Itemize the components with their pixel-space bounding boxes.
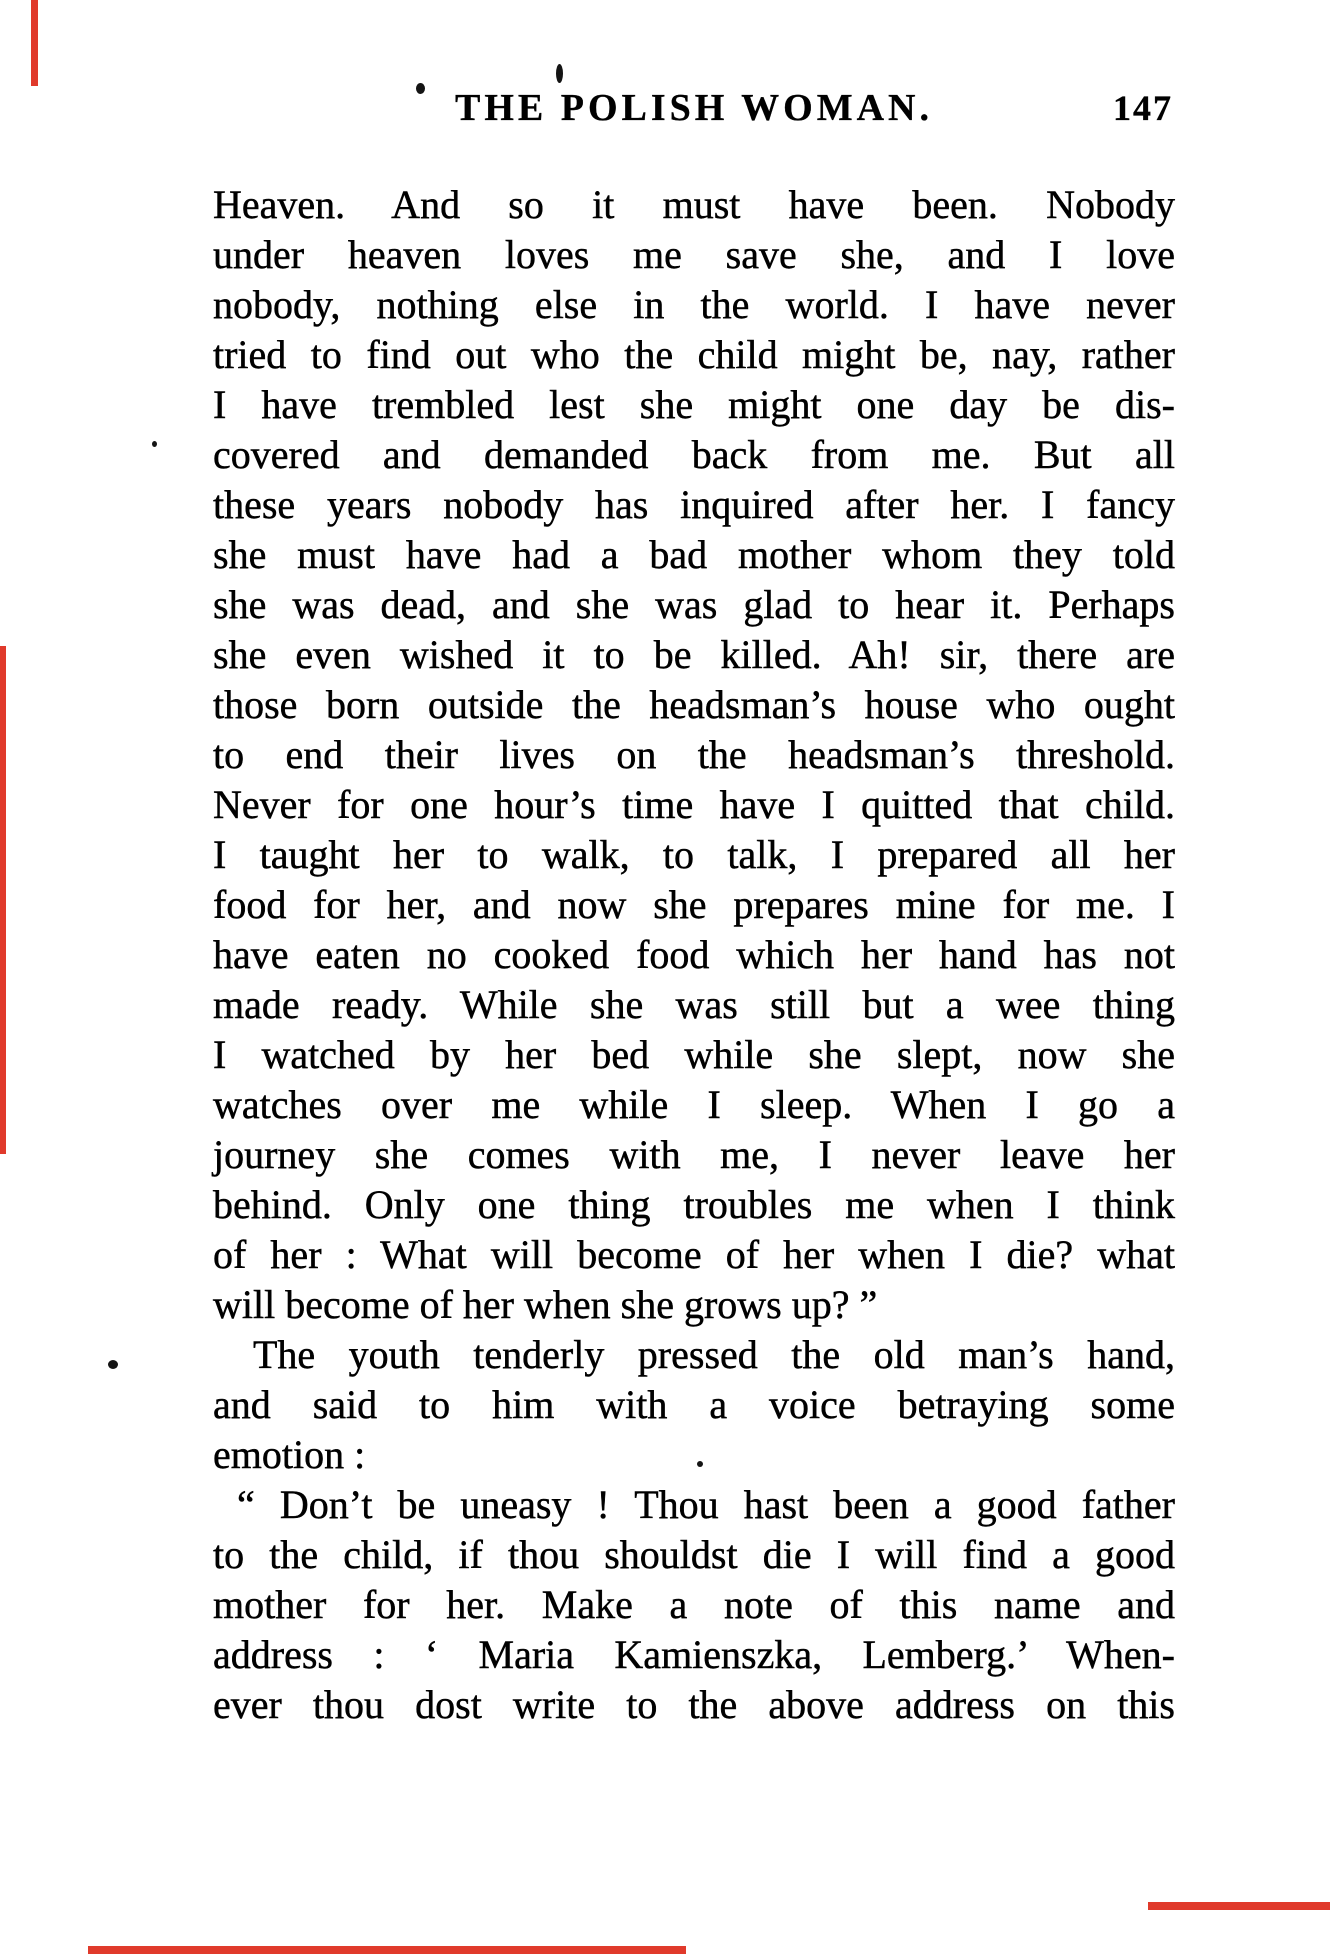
red-scan-mark: [31, 0, 38, 86]
text-line: nobody, nothing else in the world. I have never: [213, 282, 1175, 327]
text-line: of her : What will become of her when I die? what: [213, 1232, 1175, 1277]
text-line: journey she comes with me, I never leave her: [213, 1132, 1175, 1177]
text-line: have eaten no cooked food which her hand has not: [213, 932, 1175, 977]
text-line: mother for her. Make a note of this name and: [213, 1582, 1175, 1627]
text-line: behind. Only one thing troubles me when I think: [213, 1182, 1175, 1227]
text-line: watches over me while I sleep. When I go a: [213, 1082, 1175, 1127]
text-line: will become of her when she grows up? ”: [213, 1282, 878, 1327]
text-block: [213, 180, 1175, 1730]
text-line: tried to find out who the child might be, nay, rather: [213, 332, 1175, 377]
text-line: address : ‘ Maria Kamienszka, Lemberg.’ When-: [213, 1632, 1175, 1677]
text-line: and said to him with a voice betraying some: [213, 1382, 1175, 1427]
running-header-title: THE POLISH WOMAN.: [455, 87, 933, 129]
text-line: she even wished it to be killed. Ah! sir, there are: [213, 632, 1175, 677]
text-line: she must have had a bad mother whom they told: [213, 532, 1175, 577]
text-line: made ready. While she was still but a wee thing: [213, 982, 1175, 1027]
text-line: covered and demanded back from me. But all: [213, 432, 1175, 477]
text-line: these years nobody has inquired after her. I fancy: [213, 482, 1175, 527]
text-line: emotion :: [213, 1432, 366, 1477]
text-line: I watched by her bed while she slept, now she: [213, 1032, 1175, 1077]
ink-speck: [697, 1461, 703, 1467]
text-line: under heaven loves me save she, and I love: [213, 232, 1175, 277]
text-line: ever thou dost write to the above address on this: [213, 1682, 1175, 1727]
text-line: those born outside the headsman’s house who ought: [213, 682, 1175, 727]
text-line: to the child, if thou shouldst die I will find a good: [213, 1532, 1175, 1577]
ink-speck: [556, 64, 563, 83]
text-line: food for her, and now she prepares mine for me. I: [213, 882, 1175, 927]
text-line: “ Don’t be uneasy ! Thou hast been a good father: [237, 1482, 1175, 1527]
ink-speck: [152, 441, 157, 447]
red-scan-mark: [1148, 1902, 1330, 1910]
red-scan-mark: [88, 1946, 686, 1954]
text-line: I taught her to walk, to talk, I prepared all her: [213, 832, 1175, 877]
text-line: I have trembled lest she might one day be dis-: [213, 382, 1175, 427]
red-scan-mark: [0, 646, 6, 1154]
text-line: Never for one hour’s time have I quitted that child.: [213, 782, 1175, 827]
page-number: 147: [1113, 88, 1173, 128]
text-line: The youth tenderly pressed the old man’s hand,: [253, 1332, 1175, 1377]
ink-speck: [416, 83, 425, 94]
running-header: [213, 86, 1175, 136]
text-line: Heaven. And so it must have been. Nobody: [213, 182, 1175, 227]
text-line: to end their lives on the headsman’s threshold.: [213, 732, 1175, 777]
text-line: she was dead, and she was glad to hear it. Perhaps: [213, 582, 1175, 627]
ink-speck: [108, 1360, 118, 1369]
